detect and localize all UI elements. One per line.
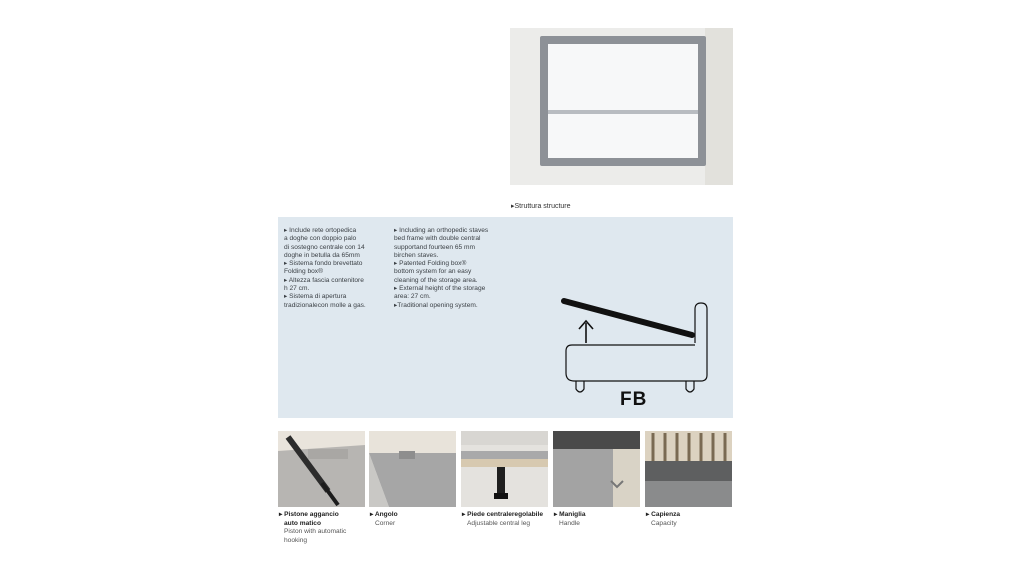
lifting-base-line	[564, 301, 692, 335]
spec-line: ▸ External height of the storage	[394, 285, 486, 293]
feature-photo-corner	[369, 431, 456, 507]
caption-it: ▸ Maniglia	[554, 511, 586, 518]
metal-frame	[540, 36, 706, 166]
spec-line: bottom system for an easy	[394, 268, 472, 276]
caption-en: Adjustable central leg	[467, 519, 531, 527]
central-support-bar	[548, 110, 698, 114]
spec-line: cleaning of the storage area.	[394, 276, 478, 284]
spec-line: bed frame with double central	[394, 235, 481, 243]
spec-line: a doghe con doppio palo	[284, 235, 357, 243]
spec-line: ▸ Include rete ortopedica	[284, 227, 357, 234]
spec-line: ▸ Patented Folding box®	[394, 260, 467, 268]
bed-leg-left	[576, 381, 584, 392]
feature-photo-piston	[278, 431, 365, 507]
headboard-edge	[705, 28, 733, 185]
spec-line: ▸ Altezza fascia contenitore	[284, 276, 364, 284]
specs-panel	[278, 217, 733, 418]
feature-photo-handle	[553, 431, 640, 507]
spec-line: ▸ Sistema di apertura	[284, 293, 347, 301]
caption-en: Corner	[375, 519, 396, 527]
spec-line: Folding box®	[284, 268, 323, 276]
structure-caption: ▸Struttura structure	[511, 203, 571, 210]
spec-line: doghe in betulla da 65mm	[284, 251, 360, 259]
specs-italian	[284, 227, 394, 310]
spec-line: ▸ Including an orthopedic staves	[394, 227, 489, 234]
caption-it: ▸ Capienza	[646, 511, 681, 518]
caption-it: ▸ Piede centraleregolabile	[462, 511, 544, 518]
storage-box-interior	[548, 44, 698, 158]
structure-photo	[510, 28, 733, 185]
feature-photo-capacity	[645, 431, 732, 507]
spec-line: tradizionalecon molle a gas.	[284, 301, 366, 309]
feature-caption-piston	[279, 511, 369, 545]
spec-line: ▸ Sistema fondo brevettato	[284, 260, 363, 268]
caption-en-cont: hooking	[284, 536, 308, 544]
caption-it: ▸ Pistone aggancio	[279, 511, 339, 518]
spec-line: ▸Traditional opening system.	[394, 301, 478, 309]
caption-en: Piston with automatic	[284, 528, 347, 535]
caption-it: ▸ Angolo	[370, 511, 398, 518]
caption-it-cont: auto matico	[284, 519, 322, 527]
feature-caption-central-leg	[462, 511, 552, 528]
spec-line: supportand fourteen 65 mm	[394, 243, 476, 251]
model-label: FB	[620, 389, 648, 410]
spec-line: di sostegno centrale con 14	[284, 243, 365, 251]
caption-en: Capacity	[651, 519, 677, 527]
bed-leg-right	[686, 381, 694, 392]
feature-photo-central-leg	[461, 431, 548, 507]
specs-english	[394, 227, 504, 310]
feature-caption-capacity	[646, 511, 736, 528]
feature-caption-corner	[370, 511, 460, 528]
spec-line: area: 27 cm.	[394, 293, 431, 301]
feature-caption-handle	[554, 511, 644, 528]
caption-en: Handle	[559, 519, 580, 527]
spec-line: h 27 cm.	[284, 285, 310, 293]
bed-outline	[566, 303, 707, 381]
spec-line: birchen staves.	[394, 251, 439, 259]
